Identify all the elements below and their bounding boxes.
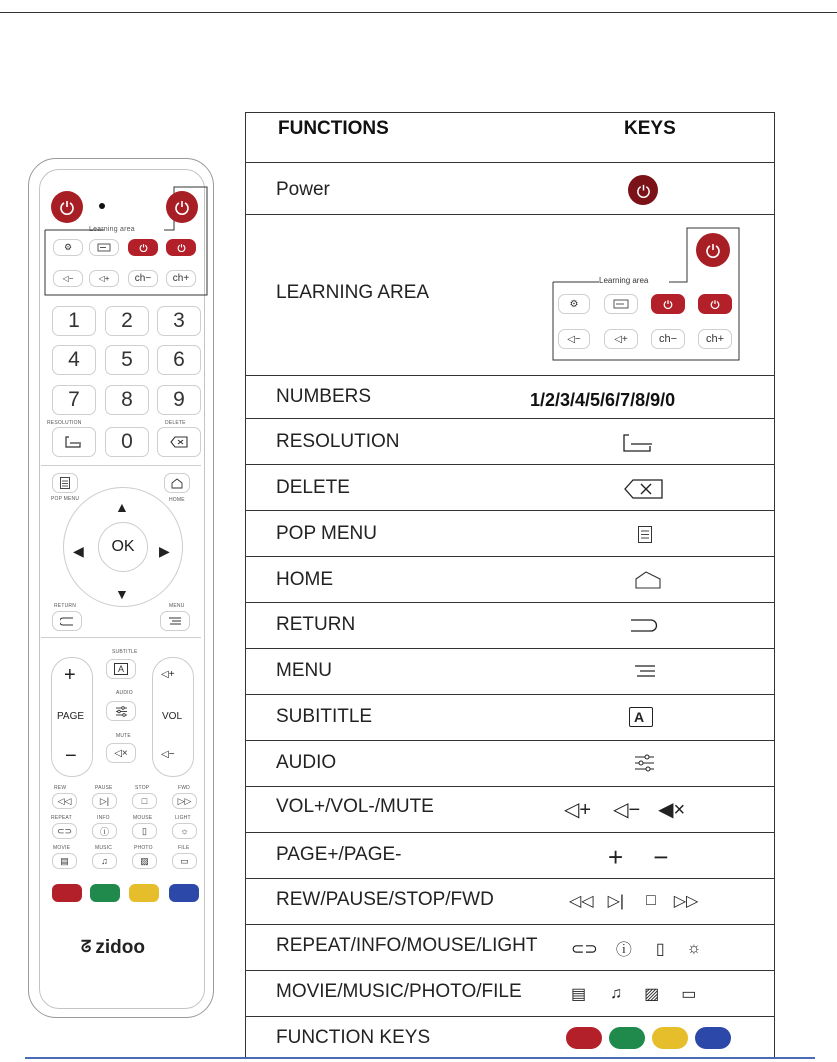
brand-logo [81, 937, 145, 959]
arrow-left-icon: ◀ [73, 543, 84, 559]
mouse-icon: ▯ [142, 825, 147, 836]
light-icon: ☼ [686, 939, 702, 957]
remote-file-caption: FILE [178, 845, 190, 851]
film-icon: ▤ [571, 986, 587, 1003]
folder-icon: ▭ [180, 855, 189, 866]
remote-num-4: 4 [52, 345, 96, 375]
speaker-plus-icon: ◁+ [98, 274, 110, 283]
remote-divider-1 [41, 465, 201, 466]
remote-green-key [90, 884, 120, 902]
remote-pop-menu-caption: POP MENU [51, 496, 80, 502]
remote-mute-key [106, 743, 136, 763]
gear-icon: ⚙ [569, 298, 579, 310]
remote-home-key [164, 473, 190, 493]
table-row-volume [246, 788, 774, 833]
zidoo-logo-icon: ᘔ [81, 939, 92, 956]
remote-divider-2 [41, 637, 201, 638]
table-row-page [246, 834, 774, 879]
power-icon [710, 299, 720, 309]
remote-ch-plus-key: ch+ [166, 270, 196, 287]
remote-repeat-caption: REPEAT [51, 815, 72, 821]
delete-key-cell [624, 478, 664, 500]
remote-menu-key [160, 611, 190, 631]
row-label: REPEAT/INFO/MOUSE/LIGHT [276, 935, 538, 956]
power-button-image [628, 175, 658, 205]
remote-red-key [52, 884, 82, 902]
subtitle-icon: A [114, 663, 128, 675]
menu-key-cell [634, 664, 656, 678]
top-rule [0, 12, 837, 13]
remote-learn-red-key-2 [166, 239, 196, 256]
row-label: DELETE [276, 477, 350, 498]
remote-delete-caption: DELETE [165, 420, 186, 426]
fast-forward-icon: ▷▷ [673, 893, 699, 910]
play-pause-icon: ▷| [607, 893, 625, 910]
remote-num-2: 2 [105, 306, 149, 336]
remote-ok-button: OK [98, 522, 148, 572]
remote-photo-caption: PHOTO [134, 845, 153, 851]
brand-name: zidoo [95, 937, 145, 958]
remote-vol-label: VOL [162, 711, 183, 722]
remote-home-caption: HOME [169, 497, 185, 503]
remote-num-5: 5 [105, 345, 149, 375]
volume-keys-cell [564, 797, 685, 822]
input-icon [97, 243, 111, 252]
row-label: NUMBERS [276, 386, 372, 407]
mute-icon: ◁× [114, 747, 128, 759]
transport-keys-cell [569, 891, 698, 911]
remote-num-9: 9 [157, 385, 201, 415]
remote-music-key [92, 853, 117, 869]
remote-pop-menu-key [52, 473, 78, 493]
remote-file-key [172, 853, 197, 869]
row-label: MENU [276, 660, 332, 681]
learning-red-key-2 [698, 294, 732, 314]
table-row-delete [246, 466, 774, 511]
remote-fwd-key [172, 793, 197, 809]
numbers-keys: 1/2/3/4/5/6/7/8/9/0 [530, 390, 676, 410]
plus-icon: + [608, 842, 624, 872]
row-label: POP MENU [276, 523, 378, 544]
yellow-function-key [652, 1027, 688, 1049]
remote-num-8: 8 [105, 385, 149, 415]
rewind-icon: ◁◁ [57, 795, 72, 806]
remote-mouse-key [132, 823, 157, 839]
table-header-row [246, 113, 774, 163]
learning-input-key [604, 294, 638, 314]
row-label: LEARNING AREA [276, 282, 430, 303]
remote-subtitle-key [106, 659, 136, 679]
remote-music-caption: MUSIC [95, 845, 113, 851]
music-icon: ♫ [610, 985, 623, 1002]
row-label: FUNCTION KEYS [276, 1027, 431, 1048]
power-key-cell [628, 175, 658, 205]
red-function-key [566, 1027, 602, 1049]
plus-icon: + [64, 664, 76, 686]
learning-power-button [696, 233, 730, 267]
table-row-power [246, 164, 774, 215]
table-row-transport [246, 880, 774, 925]
pop-menu-icon [638, 526, 652, 543]
arrow-down-icon: ▼ [115, 586, 129, 602]
photo-icon: ▨ [140, 855, 149, 866]
table-row-menu [246, 650, 774, 695]
arrow-up-icon: ▲ [115, 499, 129, 515]
film-icon: ▤ [60, 855, 69, 866]
rewind-icon: ◁◁ [569, 893, 594, 910]
minus-icon: − [65, 745, 77, 767]
table-row-resolution [246, 420, 774, 465]
resolution-icon [622, 433, 662, 453]
functions-keys-table [245, 112, 775, 1059]
volume-up-icon: ◁+ [564, 799, 592, 821]
power-icon [177, 243, 186, 252]
repeat-icon: ⊂⊃ [571, 940, 598, 958]
green-function-key [609, 1027, 645, 1049]
learning-settings-key [558, 294, 590, 314]
light-icon: ☼ [180, 826, 189, 836]
input-icon [613, 299, 629, 309]
remote-blue-key [169, 884, 199, 902]
repeat-icon: ⊂⊃ [56, 825, 73, 836]
header-functions: FUNCTIONS [278, 118, 389, 139]
remote-pause-caption: PAUSE [95, 785, 113, 791]
speaker-minus-icon: ◁− [161, 749, 175, 760]
stop-icon: □ [141, 796, 148, 806]
remote-learning-power-button [166, 191, 198, 223]
remote-stop-caption: STOP [135, 785, 150, 791]
row-label: Power [276, 179, 330, 200]
speaker-plus-icon: ◁+ [161, 669, 175, 680]
pop-menu-icon [60, 477, 70, 489]
remote-audio-caption: AUDIO [116, 690, 133, 696]
arrow-right-icon: ▶ [159, 543, 170, 559]
row-label: AUDIO [276, 752, 337, 773]
learning-area-caption: Learning area [599, 276, 649, 285]
row-label: HOME [276, 569, 333, 590]
learning-ch-plus-key: ch+ [698, 329, 732, 349]
remote-return-caption: RETURN [54, 603, 77, 609]
remote-learn-red-key-1 [128, 239, 158, 256]
backspace-icon [624, 478, 664, 500]
row-label: VOL+/VOL-/MUTE [276, 796, 434, 817]
music-icon: ♫ [101, 856, 108, 866]
menu-icon [634, 664, 656, 678]
remote-delete-key [157, 427, 201, 457]
home-icon [171, 478, 183, 489]
home-key-cell [634, 570, 662, 590]
remote-settings-key [53, 239, 83, 256]
remote-vol-down-key [53, 270, 83, 287]
gear-icon: ⚙ [63, 242, 73, 252]
remote-menu-caption: MENU [169, 603, 185, 609]
page-keys-cell [608, 842, 668, 873]
learning-vol-down-key [558, 329, 590, 349]
stop-icon: □ [646, 892, 656, 909]
power-icon [174, 199, 190, 215]
resolution-icon [65, 436, 83, 448]
remote-num-0: 0 [105, 427, 149, 457]
power-icon [636, 183, 651, 198]
remote-info-key [92, 823, 117, 839]
blue-function-key [695, 1027, 731, 1049]
table-row-pop-menu [246, 512, 774, 557]
remote-stop-key [132, 793, 157, 809]
learning-ch-minus-key: ch− [651, 329, 685, 349]
media-keys-cell [571, 984, 696, 1004]
remote-movie-caption: MOVIE [53, 845, 71, 851]
remote-repeat-key [52, 823, 77, 839]
remote-pause-key [92, 793, 117, 809]
remote-resolution-key [52, 427, 96, 457]
remote-num-1: 1 [52, 306, 96, 336]
remote-num-6: 6 [157, 345, 201, 375]
speaker-minus-icon: ◁− [62, 274, 74, 283]
info-icon: ⓘ [615, 942, 632, 959]
return-icon [60, 617, 74, 626]
table-row-media [246, 972, 774, 1017]
row-label: PAGE+/PAGE- [276, 844, 402, 865]
mouse-icon: ▯ [655, 940, 665, 958]
table-row-numbers [246, 377, 774, 419]
header-keys: KEYS [624, 118, 676, 139]
table-row-home [246, 558, 774, 603]
row-label: SUBITITLE [276, 706, 373, 727]
remote-yellow-key [129, 884, 159, 902]
remote-rew-caption: REW [54, 785, 67, 791]
minus-icon: − [653, 842, 669, 872]
table-row-learning-area [246, 216, 774, 376]
row-label: MOVIE/MUSIC/PHOTO/FILE [276, 981, 522, 1002]
remote-input-key [89, 239, 119, 256]
table-row-subtitle [246, 696, 774, 741]
remote-illustration [28, 158, 214, 1018]
speaker-minus-icon: ◁− [567, 333, 581, 345]
remote-return-key [52, 611, 82, 631]
bottom-rule [25, 1057, 815, 1059]
remote-light-key [172, 823, 197, 839]
return-icon [629, 618, 659, 633]
remote-subtitle-caption: SUBTITLE [112, 649, 138, 655]
home-icon [634, 570, 662, 590]
remote-movie-key [52, 853, 77, 869]
remote-num-3: 3 [157, 306, 201, 336]
remote-light-caption: LIGHT [175, 815, 191, 821]
fast-forward-icon: ▷▷ [177, 795, 192, 806]
remote-fwd-caption: FWD [178, 785, 190, 791]
info-icon: ⓘ [99, 826, 109, 837]
remote-audio-key [106, 701, 136, 721]
audio-icon [634, 754, 656, 772]
speaker-plus-icon: ◁+ [614, 333, 628, 345]
table-row-audio [246, 742, 774, 787]
remote-rew-key [52, 793, 77, 809]
audio-icon [115, 706, 128, 717]
photo-icon: ▨ [644, 986, 660, 1003]
repeat-keys-cell [571, 937, 701, 960]
function-keys-cell [566, 1027, 731, 1049]
remote-mouse-caption: MOUSE [133, 815, 153, 821]
power-icon [663, 299, 673, 309]
folder-icon: ▭ [681, 986, 697, 1003]
remote-photo-key [132, 853, 157, 869]
resolution-key-cell [622, 433, 662, 453]
table-row-repeat [246, 926, 774, 971]
learning-vol-up-key [604, 329, 638, 349]
power-icon [139, 243, 148, 252]
table-row-function-keys [246, 1018, 774, 1058]
remote-learning-caption: Learning area [89, 226, 135, 233]
remote-page-label: PAGE [57, 711, 85, 722]
mute-icon: ◀× [658, 799, 686, 821]
remote-ch-minus-key: ch− [128, 270, 158, 287]
row-label: REW/PAUSE/STOP/FWD [276, 889, 494, 910]
subtitle-key-cell [629, 707, 653, 727]
audio-key-cell [634, 754, 656, 772]
row-label: RESOLUTION [276, 431, 400, 452]
remote-resolution-caption: RESOLUTION [47, 420, 82, 426]
remote-info-caption: INFO [97, 815, 110, 821]
power-icon [705, 242, 721, 258]
volume-down-icon: ◁− [613, 799, 641, 821]
return-key-cell [629, 618, 659, 633]
backspace-icon [170, 436, 188, 448]
learning-red-key-1 [651, 294, 685, 314]
row-label: RETURN [276, 614, 356, 635]
table-row-return [246, 604, 774, 649]
play-pause-icon: ▷| [99, 795, 110, 806]
remote-num-7: 7 [52, 385, 96, 415]
remote-vol-up-key [89, 270, 119, 287]
subtitle-icon: A [629, 707, 653, 727]
remote-mute-caption: MUTE [116, 733, 131, 739]
menu-icon [168, 617, 182, 626]
pop-menu-key-cell [638, 526, 652, 543]
